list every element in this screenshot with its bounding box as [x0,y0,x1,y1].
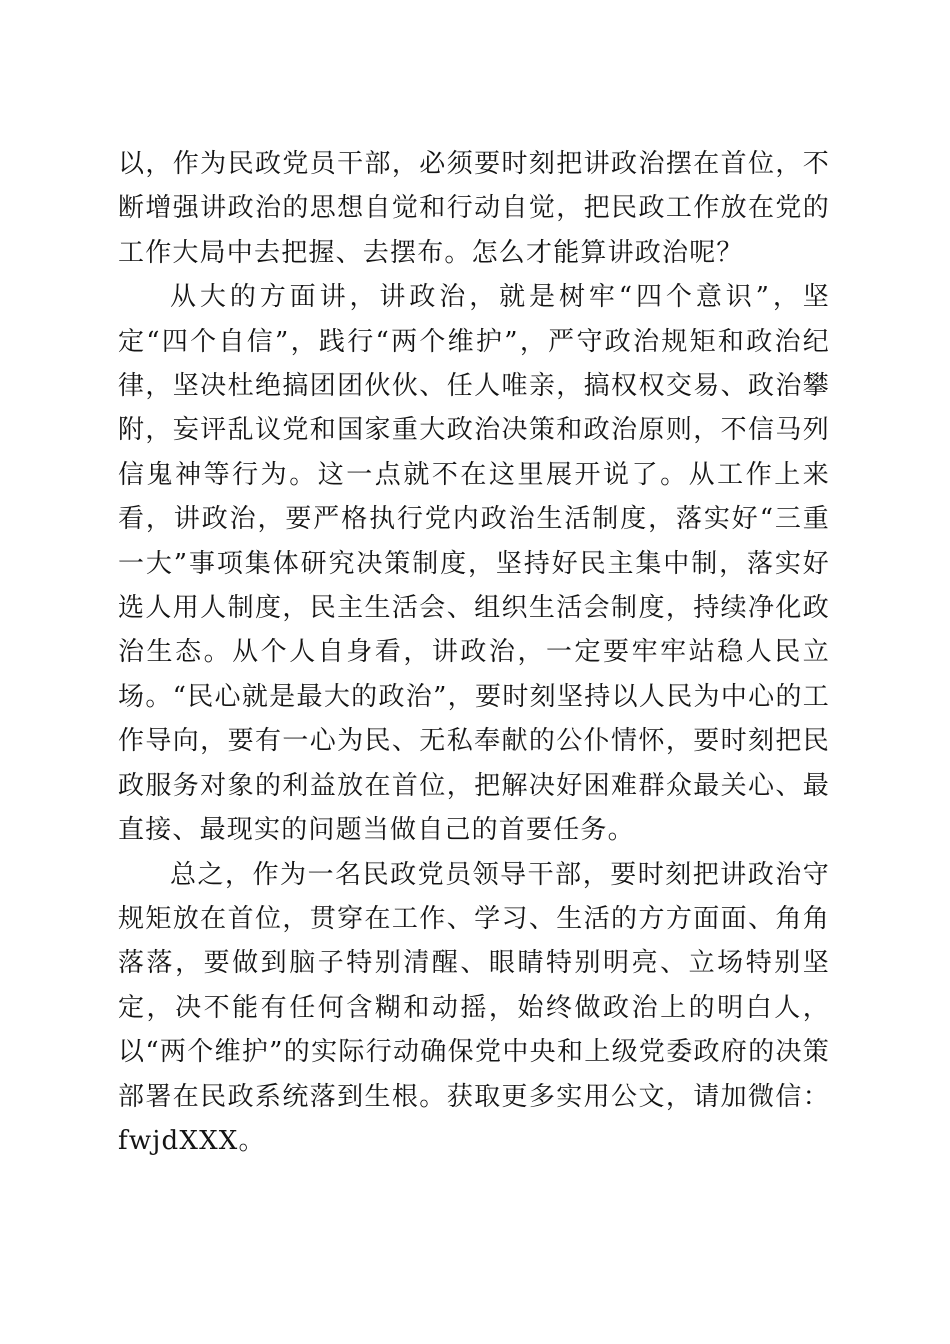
paragraph-conclusion: 总之，作为一名民政党员领导干部，要时刻把讲政治守规矩放在首位，贯穿在工作、学习、生活的方方面面、角角落落，要做到脑子特别清醒、眼睛特别明亮、立场特别坚定，决不能有任何含糊和动摇，始终做政治上的明白人，以“两个维护”的实际行动确保党中央和上级党委政府的决策部署在民政系统落到生根。获取更多实用公文，请加微信：fwjdXXX。 [118,859,830,1156]
paragraph-continuation: 以，作为民政党员干部，必须要时刻把讲政治摆在首位，不断增强讲政治的思想自觉和行动自觉，把民政工作放在党的工作大局中去把握、去摆布。怎么才能算讲政治呢？ [118,149,830,268]
paragraph-political-requirements: 从大的方面讲，讲政治，就是树牢“四个意识”，坚定“四个自信”，践行“两个维护”，严守政治规矩和政治纪律，坚决杜绝搞团团伙伙、任人唯亲，搞权权交易、政治攀附，妄评乱议党和国家重大政治决策和政治原则，不信马列信鬼神等行为。这一点就不在这里展开说了。从工作上来看，讲政治，要严格执行党内政治生活制度，落实好“三重一大”事项集体研究决策制度，坚持好民主集中制，落实好选人用人制度，民主生活会、组织生活会制度，持续净化政治生态。从个人自身看，讲政治，一定要牢牢站稳人民立场。“民心就是最大的政治”，要时刻坚持以人民为中心的工作导向，要有一心为民、无私奉献的公仆情怀，要时刻把民政服务对象的利益放在首位，把解决好困难群众最关心、最直接、最现实的问题当做自己的首要任务。 [118,282,830,846]
document-body [118,142,830,1163]
